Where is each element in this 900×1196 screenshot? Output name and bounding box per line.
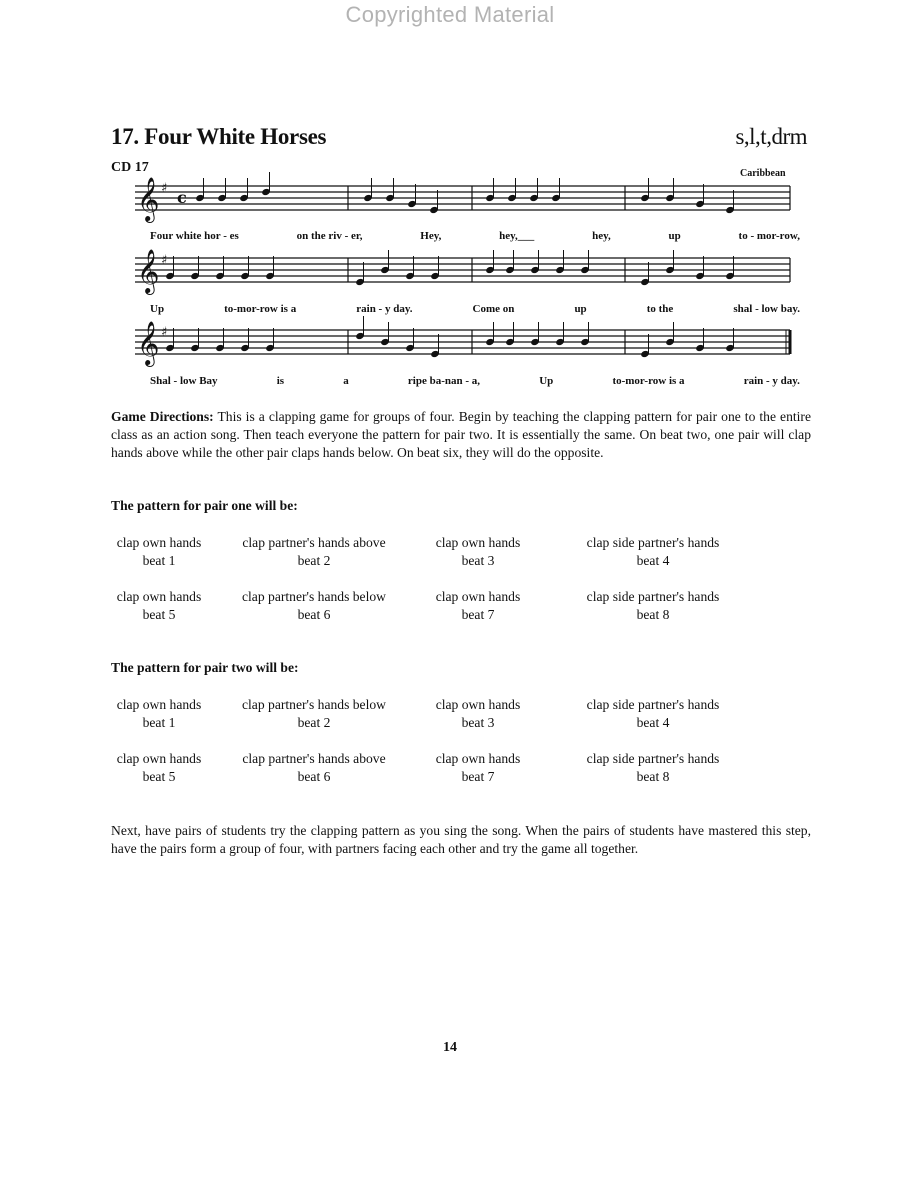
lyric: up (574, 303, 587, 315)
song-origin: Caribbean (740, 168, 786, 179)
pair-one-beat: clap own hands beat 5 (116, 589, 202, 622)
pair-two-beat: clap partner's hands above beat 6 (242, 751, 386, 784)
sharp-sign: ♯ (161, 325, 168, 340)
song-title: 17. Four White Horses (111, 124, 327, 149)
pair-two-beat: clap partner's hands below beat 2 (241, 697, 386, 730)
pair-two-beat: clap own hands beat 5 (116, 751, 202, 784)
lyric: Four white hor - es (150, 230, 239, 242)
pair-two-beat: clap side partner's hands beat 8 (586, 751, 720, 784)
directions-label: Game Directions: (111, 409, 214, 424)
lyric: to-mor-row is a (612, 375, 685, 387)
pair-two-heading: The pattern for pair two will be: (111, 660, 299, 675)
lyric: to the (646, 303, 674, 315)
game-directions (111, 408, 811, 462)
pair-one-beat: clap side partner's hands beat 4 (586, 535, 720, 568)
lyric: shal - low bay. (733, 303, 800, 315)
lyrics-line-3 (150, 375, 800, 387)
treble-clef: 𝄞 (137, 321, 160, 365)
closing-paragraph: Next, have pairs of students try the clapping pattern as you sing the song. When the pairs of students have mastered this step, have the pairs form a group of four, with partners facing each other and try the game all together. (111, 823, 811, 856)
pair-one-beat: clap own hands beat 3 (435, 535, 521, 568)
lyric: Hey, (420, 230, 442, 242)
lyric: Shal - low Bay (150, 375, 218, 387)
lyric: to-mor-row is a (224, 303, 297, 315)
pair-one-beat: clap partner's hands below beat 6 (241, 589, 386, 622)
lyric: hey, (592, 230, 611, 242)
pair-one-heading: The pattern for pair one will be: (111, 498, 298, 513)
pair-one-beat: clap own hands beat 7 (435, 589, 521, 622)
sharp-sign: ♯ (161, 253, 168, 268)
pair-two-beat: clap side partner's hands beat 4 (586, 697, 720, 730)
lyric: Come on (472, 303, 515, 315)
lyric: to - mor-row, (738, 230, 800, 242)
lyrics-line-2 (150, 303, 800, 315)
lyric: rain - y day. (743, 375, 800, 387)
time-signature: c (177, 188, 187, 207)
treble-clef: 𝄞 (137, 249, 160, 293)
sharp-sign: ♯ (161, 181, 168, 196)
solfege-range: s,l,t,drm (735, 124, 807, 149)
music-score (0, 0, 900, 400)
pair-one-beat: clap side partner's hands beat 8 (586, 589, 720, 622)
lyric: rain - y day. (356, 303, 413, 315)
page-number: 14 (443, 1040, 457, 1055)
lyrics-line-1 (150, 230, 800, 242)
lyric: Up (150, 303, 165, 315)
directions-text: This is a clapping game for groups of four. Begin by teaching the clapping pattern for pair one to the entire class as an action song. Then teach everyone the pattern for pair two. It is essentially the same. On beat two, one pair will clap hands above while the other pair claps hands below. On beat six, they will do the opposite. (111, 409, 811, 460)
pair-one-beat: clap own hands beat 1 (116, 535, 202, 568)
lyric: is (276, 375, 285, 387)
lyric: on the riv - er, (296, 230, 363, 242)
lyric: Up (539, 375, 554, 387)
pair-one-beat: clap partner's hands above beat 2 (242, 535, 386, 568)
staff-lines (135, 186, 790, 354)
lyric: ripe ba-nan - a, (407, 375, 481, 387)
lyric: up (668, 230, 681, 242)
copyright-watermark: Copyrighted Material (345, 2, 555, 27)
lyric: a (343, 375, 349, 387)
pair-two-beat: clap own hands beat 7 (435, 751, 521, 784)
treble-clef: 𝄞 (137, 177, 160, 221)
cd-track: CD 17 (111, 160, 149, 175)
pair-two-beat: clap own hands beat 1 (116, 697, 202, 730)
lyric: hey,___ (499, 230, 535, 242)
pair-two-beat: clap own hands beat 3 (435, 697, 521, 730)
